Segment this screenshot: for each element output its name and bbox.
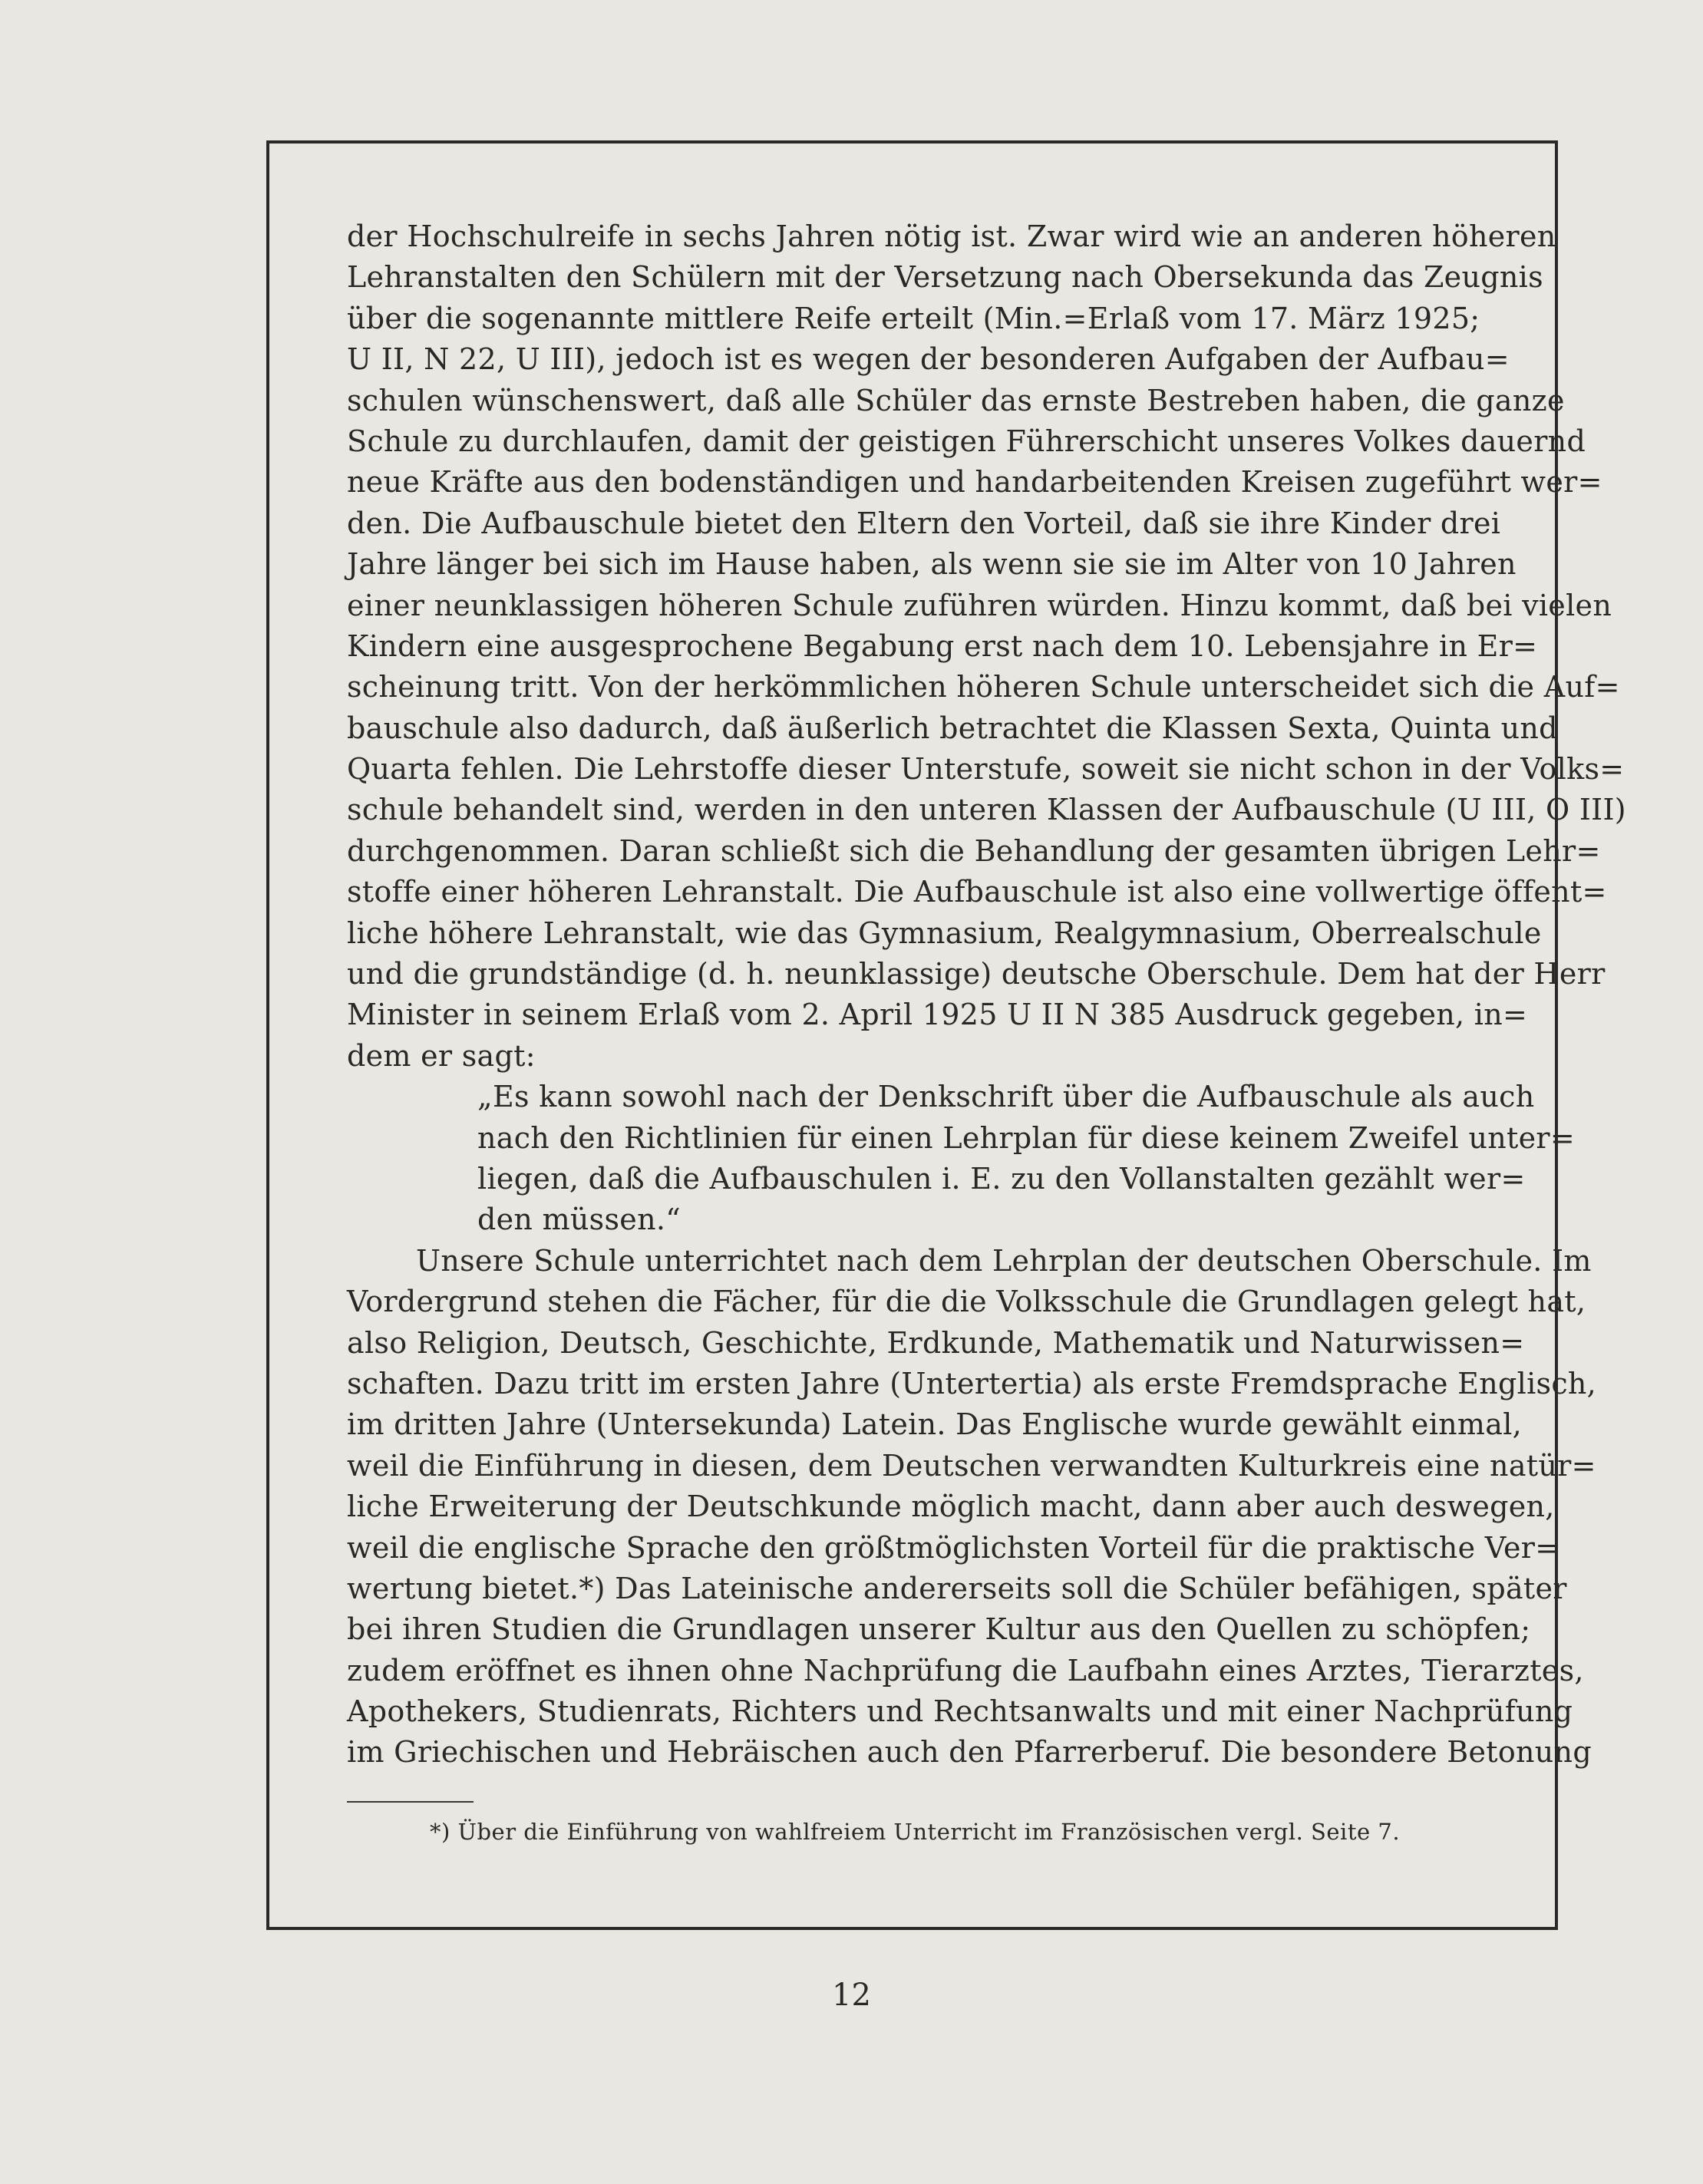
text-line: bei ihren Studien die Grundlagen unserer Kultur aus den Quellen zu schöpfen; (347, 1612, 1531, 1647)
text-line: also Religion, Deutsch, Geschichte, Erdkunde, Mathematik und Naturwissen= (347, 1325, 1525, 1360)
text-line: den. Die Aufbauschule bietet den Eltern den Vorteil, daß sie ihre Kinder drei (347, 506, 1501, 540)
text-line: Kindern eine ausgesprochene Begabung erst nach dem 10. Lebensjahre in Er= (347, 628, 1538, 663)
text-line: weil die englische Sprache den größtmöglichsten Vorteil für die praktische Ver= (347, 1530, 1560, 1565)
text-line: der Hochschulreife in sechs Jahren nötig ist. Zwar wird wie an anderen höheren (347, 219, 1556, 253)
text-line: zudem eröffnet es ihnen ohne Nachprüfung die Laufbahn eines Arztes, Tierarztes, (347, 1653, 1584, 1687)
text-line: neue Kräfte aus den bodenständigen und handarbeitenden Kreisen zugeführt wer= (347, 465, 1602, 500)
text-line: und die grundständige (d. h. neunklassige) deutsche Oberschule. Dem hat der Herr (347, 957, 1606, 991)
text-line: U II, N 22, U III), jedoch ist es wegen der besonderen Aufgaben der Aufbau= (347, 342, 1510, 377)
text-line: Jahre länger bei sich im Hause haben, als wenn sie sie im Alter von 10 Jahren (347, 547, 1517, 582)
text-line: schule behandelt sind, werden in den unteren Klassen der Aufbauschule (U III, O III) (347, 793, 1626, 827)
text-line: im Griechischen und Hebräischen auch den Pfarrerberuf. Die besondere Betonung (347, 1735, 1592, 1770)
quote-line: nach den Richtlinien für einen Lehrplan für diese keinem Zweifel unter= (477, 1120, 1576, 1155)
text-line: Schule zu durchlaufen, damit der geistigen Führerschicht unseres Volkes dauernd (347, 424, 1586, 458)
text-line: stoffe einer höheren Lehranstalt. Die Aufbauschule ist also eine vollwertige öffent= (347, 875, 1607, 909)
quote-line: „Es kann sowohl nach der Denkschrift über die Aufbauschule als auch (477, 1080, 1535, 1114)
text-line: schulen wünschenswert, daß alle Schüler das ernste Bestreben haben, die ganze (347, 383, 1565, 417)
block-quote (347, 1077, 1576, 1241)
main-text-block (347, 216, 1626, 1773)
footnote-divider (347, 1801, 474, 1803)
text-line: wertung bietet.*) Das Lateinische andererseits soll die Schüler befähigen, später (347, 1571, 1567, 1605)
text-line: liche höhere Lehranstalt, wie das Gymnasium, Realgymnasium, Oberrealschule (347, 915, 1542, 950)
first-paragraph (347, 216, 1626, 1077)
text-line: einer neunklassigen höheren Schule zuführen würden. Hinzu kommt, daß bei vielen (347, 588, 1612, 622)
text-line: Quarta fehlen. Die Lehrstoffe dieser Unterstufe, soweit sie nicht schon in der Volks= (347, 752, 1625, 787)
text-line: Vordergrund stehen die Fächer, für die die Volksschule die Grundlagen gelegt hat, (347, 1285, 1586, 1319)
text-line: im dritten Jahre (Untersekunda) Latein. Das Englische wurde gewählt einmal, (347, 1407, 1523, 1442)
text-line: schaften. Dazu tritt im ersten Jahre (Untertertia) als erste Fremdsprache Englisch, (347, 1366, 1597, 1400)
text-line: über die sogenannte mittlere Reife erteilt (Min.=Erlaß vom 17. März 1925; (347, 301, 1480, 335)
text-line: weil die Einführung in diesen, dem Deutschen verwandten Kulturkreis eine natür= (347, 1448, 1596, 1483)
text-line: Apothekers, Studienrats, Richters und Rechtsanwalts und mit einer Nachprüfung (347, 1694, 1573, 1729)
page-number: 12 (832, 1978, 871, 2013)
quote-line: den müssen.“ (477, 1203, 681, 1237)
text-line: durchgenommen. Daran schließt sich die Behandlung der gesamten übrigen Lehr= (347, 833, 1601, 868)
text-line: Minister in seinem Erlaß vom 2. April 1925 U II N 385 Ausdruck gegeben, in= (347, 998, 1528, 1032)
footnote: *) Über die Einführung von wahlfreiem Unterricht im Französischen vergl. Seite 7. (430, 1819, 1401, 1845)
text-line: bauschule also dadurch, daß äußerlich betrachtet die Klassen Sexta, Quinta und (347, 711, 1558, 745)
quote-line: liegen, daß die Aufbauschulen i. E. zu den Vollanstalten gezählt wer= (477, 1161, 1526, 1196)
text-line: dem er sagt: (347, 1038, 536, 1073)
text-line: scheinung tritt. Von der herkömmlichen höheren Schule unterscheidet sich die Auf= (347, 670, 1620, 704)
text-line: Lehranstalten den Schülern mit der Versetzung nach Obersekunda das Zeugnis (347, 260, 1543, 295)
second-paragraph (347, 1241, 1597, 1773)
text-line: Unsere Schule unterrichtet nach dem Lehrplan der deutschen Oberschule. Im (416, 1243, 1592, 1278)
text-line: liche Erweiterung der Deutschkunde möglich macht, dann aber auch deswegen, (347, 1490, 1555, 1524)
